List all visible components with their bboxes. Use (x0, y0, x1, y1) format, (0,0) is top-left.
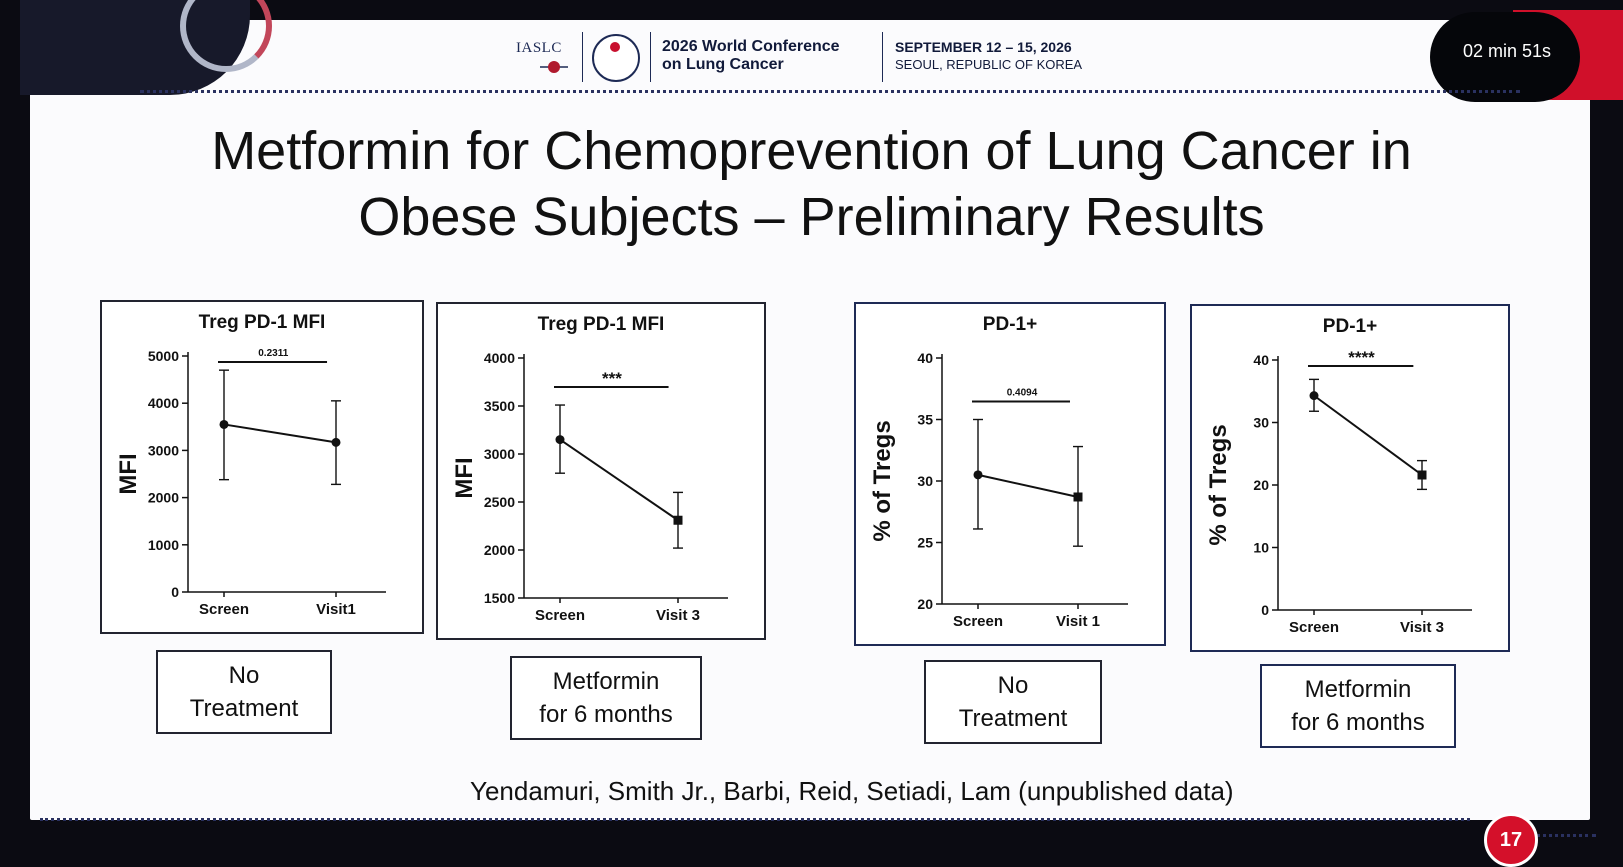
caption-line2: Treatment (958, 705, 1068, 732)
presentation-timer: 02 min 51s (1455, 38, 1559, 64)
y-tick-label: 20 (917, 596, 933, 612)
footer-dotted-rule-right (1536, 834, 1596, 837)
conference-name-line1: 2026 World Conference (662, 38, 840, 55)
slide-title-line2: Obese Subjects – Preliminary Results (358, 187, 1265, 247)
y-axis-label: % of Tregs (869, 420, 896, 542)
lung-logo-icon (540, 60, 568, 74)
y-tick-label: 2000 (147, 489, 179, 506)
y-tick-label: 3500 (483, 398, 515, 414)
y-axis-label: % of Tregs (1205, 424, 1232, 546)
x-tick-label: Visit1 (316, 601, 356, 618)
data-point (1074, 492, 1083, 501)
header-divider (650, 32, 651, 82)
chart-panel-pd1-no-treatment (854, 302, 1166, 646)
caption-line1: No (997, 672, 1029, 699)
citation: Yendamuri, Smith Jr., Barbi, Reid, Setiadi, Lam (unpublished data) (470, 776, 1234, 806)
y-axis-label: MFI (115, 453, 142, 495)
x-tick-label: Screen (534, 607, 586, 624)
data-point (674, 516, 683, 525)
x-tick-label: Visit 1 (1056, 613, 1100, 630)
y-tick-label: 2500 (483, 494, 515, 510)
y-tick-label: 3000 (483, 446, 515, 462)
conference-name (662, 38, 840, 74)
x-tick-label: Visit 3 (656, 607, 700, 624)
x-tick-label: Screen (198, 601, 250, 618)
header-dotted-rule (140, 90, 1520, 93)
caption-line1: No (228, 662, 260, 689)
caption-line1: Metformin (552, 668, 660, 695)
y-tick-label: 4000 (147, 395, 179, 412)
y-tick-label: 10 (1253, 539, 1269, 556)
chart-svg (102, 302, 422, 632)
data-point (556, 435, 565, 444)
footer-dotted-rule (40, 818, 1470, 821)
org-logo-text: IASLC (516, 40, 562, 56)
chart-title: PD-1+ (982, 314, 1038, 335)
series-line (560, 440, 678, 521)
y-tick-label: 2000 (483, 542, 515, 558)
data-point (1310, 391, 1319, 400)
y-tick-label: 40 (917, 350, 933, 366)
series-line (1314, 396, 1422, 475)
y-tick-label: 20 (1253, 477, 1269, 493)
chart-svg (438, 304, 764, 638)
caption-no-treatment-2 (924, 660, 1102, 744)
conference-seal-logo (592, 34, 640, 82)
chart-svg (1192, 306, 1508, 650)
seal-dot-icon (610, 42, 620, 52)
y-axis-label: MFI (451, 457, 478, 499)
chart-title: PD-1+ (1322, 316, 1378, 337)
data-point (1418, 471, 1427, 480)
conference-name-line2: on Lung Cancer (662, 56, 784, 73)
y-tick-label: 4000 (483, 350, 515, 366)
conference-date-line1: SEPTEMBER 12 – 15, 2026 (895, 39, 1072, 55)
caption-metformin-2 (1260, 664, 1456, 748)
y-tick-label: 1500 (483, 590, 515, 606)
significance-label: 0.4094 (1006, 387, 1038, 399)
caption-line1: Metformin (1304, 676, 1412, 703)
significance-label: **** (1348, 348, 1375, 367)
conference-location: SEOUL, REPUBLIC OF KOREA (895, 57, 1083, 72)
slide-title (0, 118, 1623, 250)
data-point (974, 470, 983, 479)
chart-panel-treg-mfi-metformin (436, 302, 766, 640)
y-tick-label: 30 (1253, 414, 1269, 431)
chart-panel-treg-mfi-no-treatment (100, 300, 424, 634)
chart-panel-pd1-metformin (1190, 304, 1510, 652)
data-point (220, 420, 229, 429)
caption-line2: for 6 months (1291, 709, 1425, 736)
data-point (332, 438, 341, 447)
chart-title: Treg PD-1 MFI (198, 312, 326, 333)
y-tick-label: 5000 (147, 348, 179, 364)
series-line (224, 424, 336, 442)
header-divider (582, 32, 583, 82)
x-tick-label: Screen (952, 613, 1004, 630)
conference-date (895, 39, 1082, 73)
y-tick-label: 25 (917, 534, 933, 551)
caption-line2: Treatment (189, 695, 299, 722)
x-tick-label: Screen (1288, 619, 1340, 636)
x-tick-label: Visit 3 (1400, 619, 1444, 636)
significance-label: 0.2311 (258, 348, 289, 359)
y-tick-label: 0 (171, 584, 179, 600)
y-tick-label: 40 (1253, 352, 1269, 368)
caption-no-treatment-1 (156, 650, 332, 734)
chart-svg (856, 304, 1164, 644)
y-tick-label: 3000 (147, 442, 179, 459)
chart-title: Treg PD-1 MFI (537, 314, 665, 335)
y-tick-label: 35 (917, 411, 933, 428)
slide-title-line1: Metformin for Chemoprevention of Lung Cancer in (211, 121, 1412, 181)
caption-line2: for 6 months (539, 701, 673, 728)
y-tick-label: 0 (1261, 602, 1269, 618)
y-tick-label: 1000 (147, 536, 179, 553)
significance-label: *** (601, 369, 622, 389)
y-tick-label: 30 (917, 473, 933, 489)
series-line (978, 475, 1078, 497)
page-number-badge: 17 (1484, 813, 1538, 867)
caption-metformin-1 (510, 656, 702, 740)
header-divider (882, 32, 883, 82)
